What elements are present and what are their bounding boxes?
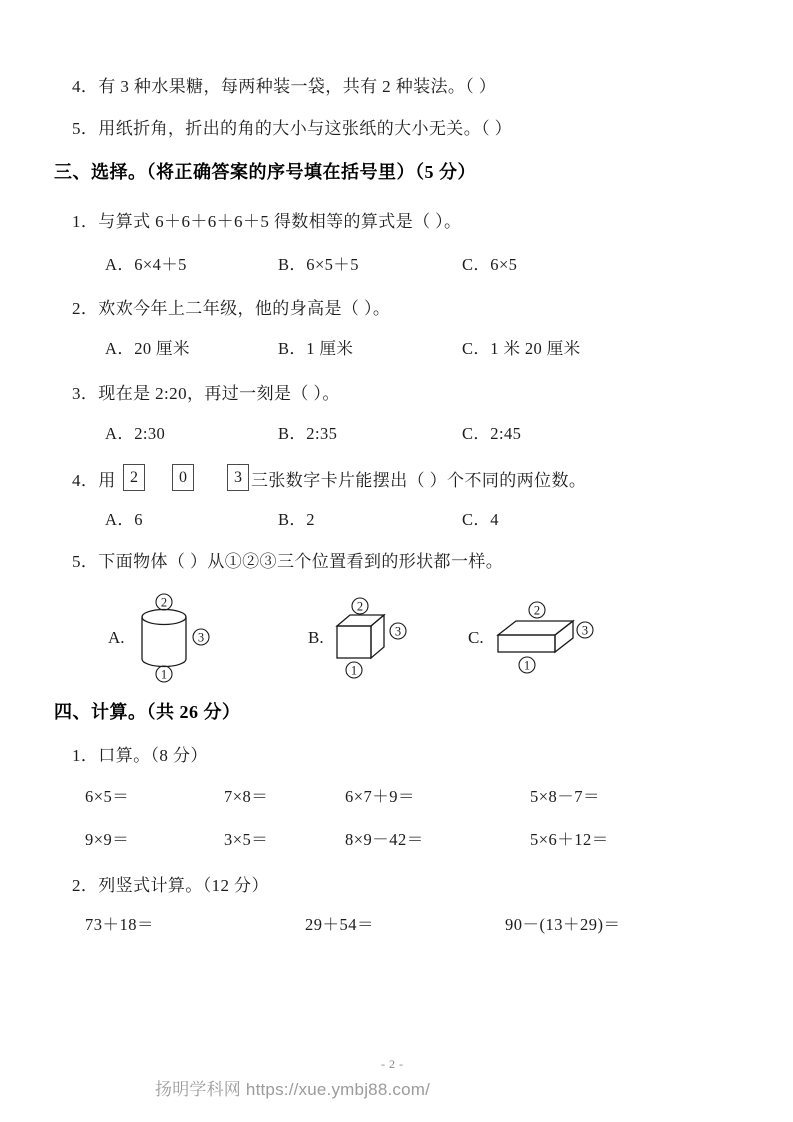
shape-option-c-label-right: 3 [581,623,589,638]
oral-calc-5: 9×9＝ [85,830,130,849]
choice-question-1-option-b[interactable]: B．6×5＋5 [278,255,359,274]
choice-question-3-stem: 3．现在是 2:20，再过一刻是（ ）。 [72,384,340,403]
shape-option-a-cylinder[interactable] [128,596,220,680]
choice-question-1-option-a[interactable]: A．6×4＋5 [105,255,187,274]
choice-question-4-stem-suffix: 三张数字卡片能摆出（ ）个不同的两位数。 [251,471,587,490]
oral-calc-3: 6×7＋9＝ [345,787,416,806]
number-card-2[interactable]: 0 [172,464,194,491]
judgement-question-5: 5．用纸折角，折出的角的大小与这张纸的大小无关。（ ） [72,119,513,138]
shape-option-c-letter: C. [468,628,484,647]
vertical-calc-1: 73＋18＝ [85,915,154,934]
section-heading-calculation: 四、计算。（共 26 分） [54,702,241,722]
section-heading-choice: 三、选择。（将正确答案的序号填在括号里）（5 分） [54,162,476,182]
choice-question-3-option-b[interactable]: B．2:35 [278,424,338,443]
calc-sub1-title: 1．口算。（8 分） [72,746,208,765]
shape-option-b-label-right: 3 [394,624,402,639]
vertical-calc-2: 29＋54＝ [305,915,374,934]
choice-question-4-stem-prefix: 4．用 [72,471,116,490]
oral-calc-7: 8×9－42＝ [345,830,424,849]
shape-option-a-label-top: 2 [160,595,168,610]
shape-option-b-cube[interactable] [328,600,414,678]
shape-option-c-cuboid[interactable] [490,604,594,674]
shape-option-b-label-bottom: 1 [350,663,358,678]
choice-question-5-stem: 5．下面物体（ ）从①②③三个位置看到的形状都一样。 [72,552,504,571]
choice-question-2-option-b[interactable]: B．1 厘米 [278,339,354,358]
choice-question-3-option-c[interactable]: C．2:45 [462,424,522,443]
oral-calc-2: 7×8＝ [224,787,269,806]
watermark-site-url: 扬明学科网 https://xue.ymbj88.com/ [155,1080,431,1099]
choice-question-2-stem: 2．欢欢今年上二年级，他的身高是（ ）。 [72,299,391,318]
calc-sub2-title: 2．列竖式计算。（12 分） [72,876,269,895]
shape-option-a-label-bottom: 1 [160,667,168,682]
shape-option-a-label-right: 3 [197,630,205,645]
judgement-question-4: 4．有 3 种水果糖，每两种装一袋，共有 2 种装法。（ ） [72,77,497,96]
choice-question-1-option-c[interactable]: C．6×5 [462,255,518,274]
shape-option-a-letter: A. [108,628,125,647]
choice-question-1-stem: 1．与算式 6＋6＋6＋6＋5 得数相等的算式是（ ）。 [72,212,462,231]
choice-question-4-option-b[interactable]: B．2 [278,510,315,529]
shape-option-c-label-top: 2 [533,603,541,618]
shape-option-c-label-bottom: 1 [523,658,531,673]
choice-question-2-option-a[interactable]: A．20 厘米 [105,339,190,358]
oral-calc-6: 3×5＝ [224,830,269,849]
choice-question-4-option-c[interactable]: C．4 [462,510,499,529]
shape-option-b-letter: B. [308,628,324,647]
choice-question-4-option-a[interactable]: A．6 [105,510,143,529]
oral-calc-1: 6×5＝ [85,787,130,806]
shape-option-b-label-top: 2 [356,599,364,614]
vertical-calc-3: 90－(13＋29)＝ [505,915,621,934]
page-number: - 2 - [381,1057,404,1071]
number-card-3[interactable]: 3 [227,464,249,491]
oral-calc-4: 5×8－7＝ [530,787,601,806]
choice-question-2-option-c[interactable]: C．1 米 20 厘米 [462,339,581,358]
number-card-1[interactable]: 2 [123,464,145,491]
oral-calc-8: 5×6＋12＝ [530,830,609,849]
choice-question-3-option-a[interactable]: A．2:30 [105,424,166,443]
